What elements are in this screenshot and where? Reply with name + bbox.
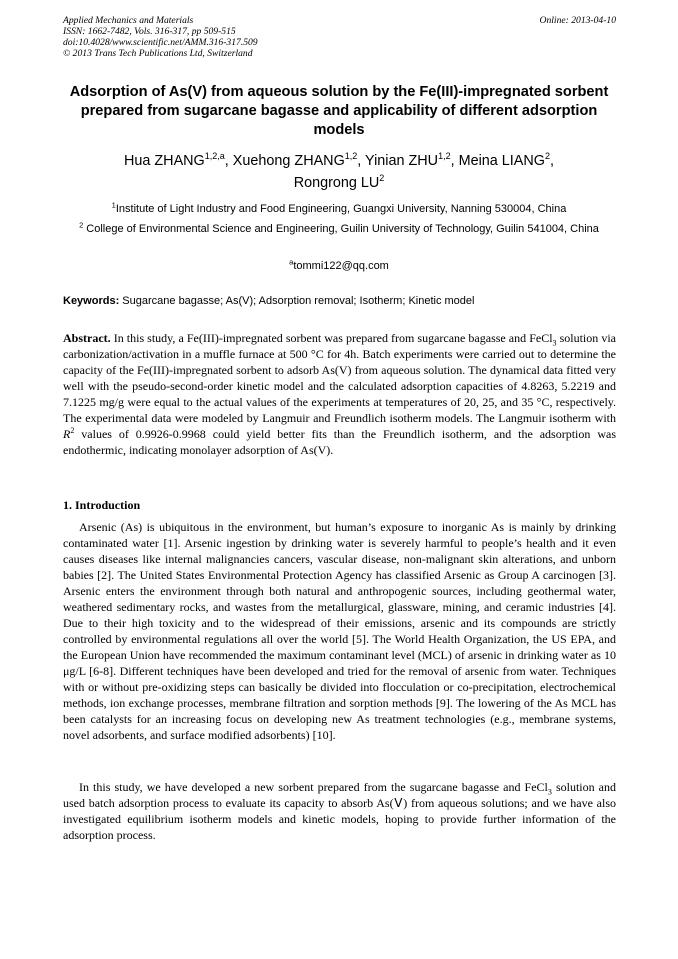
affiliation-text: Institute of Light Industry and Food Engineering, Guangxi University, Nanning 530004, China bbox=[115, 203, 567, 215]
journal-header bbox=[63, 15, 616, 59]
abstract-text: solution via carbonization/activation in a muffle furnace at 500 °C for 4h. Batch experiments were carried out to determine the capacity of the Fe(III)-impregnated sorbent to adsorb As(V) from aqueous solution. The dynamical data fitted very well with the pseudo-second-order kinetic model and the calculated adsorption capacities of 4.8263, 5.2219 and 7.1225 mg/g were equal to the actual values of the experiments at temperatures of 20, 25, and 35 °C, respectively. The experimental data were modeled by Langmuir and Freundlich isotherm models. The Langmuir isotherm with bbox=[63, 331, 616, 425]
affiliation-text: College of Environmental Science and Engineering, Guilin University of Technology, Guilin 541004, China bbox=[83, 223, 599, 235]
keywords bbox=[63, 294, 618, 308]
affiliation-mark: 1 bbox=[111, 200, 116, 210]
r-symbol: R bbox=[63, 427, 71, 441]
keywords-text: Sugarcane bagasse; As(V); Adsorption removal; Isotherm; Kinetic model bbox=[119, 295, 475, 307]
author-affil-mark: 1,2 bbox=[438, 151, 451, 162]
abstract bbox=[63, 330, 616, 458]
email-text: tommi122@qq.com bbox=[293, 260, 389, 272]
issn-line: ISSN: 1662-7482, Vols. 316-317, pp 509-515 bbox=[63, 26, 236, 37]
online-date: Online: 2013-04-10 bbox=[539, 15, 616, 26]
subscript: 3 bbox=[552, 338, 557, 348]
author-affil-mark: 2 bbox=[544, 151, 550, 162]
subscript: 3 bbox=[547, 787, 552, 797]
author-separator: , bbox=[550, 153, 554, 169]
abstract-text: values of 0.9926-0.9968 could yield better fits than the Freundlich isotherm, and the adsorption was endothermic, indicating monolayer adsorption of As(V). bbox=[63, 427, 616, 457]
email-mark: a bbox=[289, 257, 294, 267]
author-affil-mark: 2 bbox=[379, 173, 385, 184]
author-affil-mark: 1,2 bbox=[344, 151, 358, 162]
affiliation-mark: 2 bbox=[79, 220, 84, 230]
superscript: 2 bbox=[70, 426, 75, 435]
author-name: Hua ZHANG bbox=[123, 153, 205, 169]
author-name: Rongrong LU bbox=[293, 175, 380, 191]
abstract-text: In this study, a Fe(III)-impregnated sorbent was prepared from sugarcane bagasse and FeCl bbox=[110, 331, 553, 345]
author-email bbox=[70, 259, 608, 274]
author-name: Meina LIANG bbox=[458, 153, 545, 169]
author-separator: , bbox=[450, 153, 459, 169]
author-list bbox=[60, 150, 618, 194]
paragraph-text: In this study, we have developed a new sorbent prepared from the sugarcane bagasse and FeCl bbox=[79, 780, 548, 794]
section-heading-introduction: 1. Introduction bbox=[63, 498, 141, 512]
author-name: Xuehong ZHANG bbox=[232, 153, 345, 169]
author-separator: , bbox=[224, 153, 233, 169]
keywords-label: Keywords: bbox=[63, 295, 120, 307]
paper-title: Adsorption of As(V) from aqueous solution by the Fe(III)-impregnated sorbent prepared from sugarcane bagasse and applicability of different adsorption models bbox=[69, 84, 609, 138]
doi-line: doi:10.4028/www.scientific.net/AMM.316-317.509 bbox=[63, 37, 258, 48]
author-affil-mark: 1,2,a bbox=[204, 151, 225, 162]
copyright-line: © 2013 Trans Tech Publications Ltd, Switzerland bbox=[63, 48, 253, 59]
intro-paragraph-1: Arsenic (As) is ubiquitous in the environment, but human’s exposure to inorganic As is mainly by drinking contaminated water [1]. Arsenic ingestion by drinking water is severely harmful to people’s health and it even causes diseases like internal malignancies cancers, vascular disease, non-malignant skin alterations, and unborn babies [2]. The United States Environmental Protection Agency has classified Arsenic as Group A carcinogen [3]. Arsenic enters the environment through both natural and anthropogenic sources, including geothermal water, weathered sedimentary rocks, and wastes from the metallurgical, glassware, mining, and ceramic industries [4]. Due to their high toxicity and to the widespread of their emissions, arsenic and its compounds are strictly controlled by environmental regulations all over the world [5]. The World Health Organization, the US EPA, and the European Union have recommended the maximum contaminant level (MCL) of arsenic in drinking water as 10 μg/L [6-8]. Different techniques have been developed and tried for the removal of arsenic from water. Techniques with or without pre-oxidizing steps can basically be divided into flocculation or co-precipitation, electrochemical methods, ion exchange processes, membrane filtration and sorption methods [9]. The lowering of the As MCL has been catalysts for an increasing focus on developing new As treatment technologies (e.g., membrane systems, novel adsorbents, and surface modified adsorbents) [10]. bbox=[63, 520, 616, 742]
author-name: Yinian ZHU bbox=[365, 153, 439, 169]
author-separator: , bbox=[357, 153, 366, 169]
affiliation-1 bbox=[70, 202, 608, 217]
journal-name: Applied Mechanics and Materials bbox=[63, 15, 194, 26]
paragraph-text: solution and used batch adsorption process to evaluate its capacity to absorb As(Ⅴ) from aqueous solutions; and we have also investigated equilibrium isotherm models and kinetic models, hoping to provide further information of the adsorption process. bbox=[63, 780, 616, 842]
affiliation-2 bbox=[70, 222, 608, 237]
intro-paragraph-2 bbox=[63, 779, 616, 843]
abstract-label: Abstract. bbox=[63, 331, 111, 345]
